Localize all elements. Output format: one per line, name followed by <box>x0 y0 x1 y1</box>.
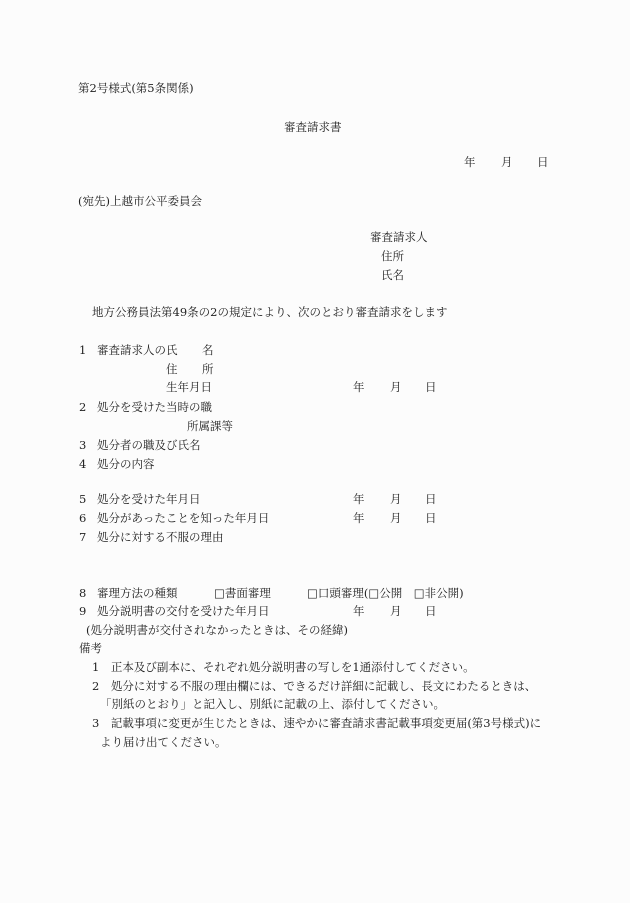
intro-text: 地方公務員法第49条の2の規定により、次のとおり審査請求をします <box>92 305 448 319</box>
item-label: 処分を受けた当時の職 <box>97 400 212 414</box>
date-day: 日 <box>537 155 549 169</box>
date-month: 月 <box>390 492 402 506</box>
date-year: 年 <box>353 511 365 525</box>
date-day: 日 <box>425 604 437 618</box>
item-number: 8 <box>79 586 87 600</box>
item-note: (処分説明書が交付されなかったときは、その経緯) <box>86 623 348 637</box>
date-month: 月 <box>390 511 402 525</box>
form-number: 第2号様式(第5条関係) <box>78 81 194 95</box>
date-year: 年 <box>353 492 365 506</box>
document-title: 審査請求書 <box>284 120 342 134</box>
date-year: 年 <box>353 380 365 394</box>
item-number: 6 <box>79 511 87 525</box>
item-label: 審理方法の種類 <box>97 586 178 600</box>
item-label: 所 <box>202 362 214 376</box>
item-label: 生年月日 <box>166 380 212 394</box>
date-month: 月 <box>390 380 402 394</box>
item-number: 1 <box>79 343 87 357</box>
item-number: 3 <box>79 438 87 452</box>
remark-2-cont: 「別紙のとおり」と記入し、別紙に記載の上、添付してください。 <box>100 697 445 711</box>
item-number: 5 <box>79 492 87 506</box>
item-label: 名 <box>202 343 214 357</box>
addressee: (宛先)上越市公平委員会 <box>78 194 202 208</box>
date-day: 日 <box>425 380 437 394</box>
remark-3: 3 記載事項に変更が生じたときは、速やかに審査請求書記載事項変更届(第3号様式)に <box>92 716 542 730</box>
requester-name-label: 氏名 <box>381 268 404 282</box>
remark-1: 1 正本及び副本に、それぞれ処分説明書の写しを1通添付してください。 <box>92 660 475 674</box>
item-number: 4 <box>79 457 87 471</box>
requester-label: 審査請求人 <box>370 230 428 244</box>
item-number: 2 <box>79 400 87 414</box>
date-year: 年 <box>464 155 476 169</box>
item-label: 処分者の職及び氏名 <box>97 438 201 452</box>
remark-3-cont: より届け出てください。 <box>100 735 227 749</box>
item-label: 審査請求人の氏 <box>97 343 178 357</box>
item-label: 住 <box>166 362 178 376</box>
item-label: 処分の内容 <box>97 457 155 471</box>
item-number: 7 <box>79 530 87 544</box>
requester-address-label: 住所 <box>381 249 404 263</box>
remark-2: 2 処分に対する不服の理由欄には、できるだけ詳細に記載し、長文にわたるときは、 <box>92 679 537 693</box>
item-label: 所属課等 <box>187 419 233 433</box>
checkbox-oral-review[interactable]: □口頭審理(□公開 □非公開) <box>307 586 464 600</box>
item-number: 9 <box>79 604 87 618</box>
date-day: 日 <box>425 492 437 506</box>
item-label: 処分に対する不服の理由 <box>97 530 224 544</box>
date-day: 日 <box>425 511 437 525</box>
date-year: 年 <box>353 604 365 618</box>
remarks-heading: 備考 <box>79 641 102 655</box>
item-label: 処分を受けた年月日 <box>97 492 201 506</box>
item-label: 処分があったことを知った年月日 <box>97 511 270 525</box>
checkbox-written-review[interactable]: □書面審理 <box>214 586 271 600</box>
item-label: 処分説明書の交付を受けた年月日 <box>97 604 270 618</box>
date-month: 月 <box>390 604 402 618</box>
date-month: 月 <box>501 155 513 169</box>
